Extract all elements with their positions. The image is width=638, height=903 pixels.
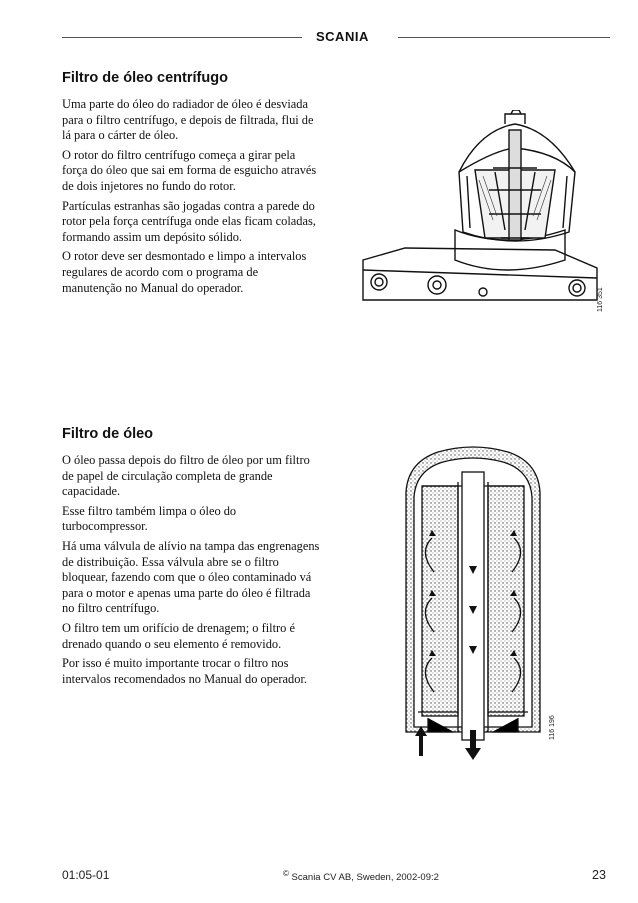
paragraph: O rotor deve ser desmontado e limpo a intervalos regulares de acordo com o programa de manutenção no Manual do operador.	[62, 249, 307, 295]
header-rule-left	[62, 37, 302, 38]
paragraph: Esse filtro também limpa o óleo do turbocompressor.	[62, 503, 237, 534]
copyright-line	[283, 869, 439, 883]
paragraph: O óleo passa depois do filtro de óleo por um filtro de papel de circulação completa de grande capacidade.	[62, 453, 310, 499]
copyright-symbol: ©	[283, 869, 289, 878]
oil-filter-cross-section	[398, 442, 548, 762]
paragraph: O filtro tem um orifício de drenagem; o filtro é drenado quando o seu elemento é removido.	[62, 620, 295, 651]
scania-logo: SCANIA	[316, 29, 369, 44]
section-title-oil-filter: Filtro de óleo	[62, 426, 154, 442]
figure-number: 116 196	[549, 715, 556, 740]
paragraph: Há uma válvula de alívio na tampa das engrenagens de distribuição. Essa válvula abre se o filtro bloquear, fazendo com que o óleo contaminado vá para o motor e apenas uma parte do óleo é filtrada no filtro centrífugo.	[62, 538, 320, 616]
centrifugal-filter-illustration	[355, 110, 605, 315]
paragraph: O rotor do filtro centrífugo começa a girar pela força do óleo que sai em forma de esguicho através de dois injetores no fundo do rotor.	[62, 147, 317, 193]
section2-body	[62, 453, 320, 691]
section1-body	[62, 97, 320, 300]
page-number: 23	[592, 868, 606, 882]
section-title-centrifugal-filter: Filtro de óleo centrífugo	[62, 70, 228, 86]
paragraph: Uma parte do óleo do radiador de óleo é desviada para o filtro centrífugo, e depois de filtrada, flui de lá para o cárter de óleo.	[62, 97, 314, 143]
document-code: 01:05-01	[62, 868, 110, 882]
copyright-text: Scania CV AB, Sweden, 2002-09:2	[291, 872, 439, 884]
figure-number: 116 351	[597, 287, 604, 312]
paragraph: Por isso é muito importante trocar o filtro nos intervalos recomendados no Manual do operador.	[62, 656, 307, 686]
header-rule-right	[398, 37, 610, 38]
paragraph: Partículas estranhas são jogadas contra a parede do rotor pela força centrífuga onde elas ficam coladas, formando assim um depósito sólido.	[62, 198, 316, 244]
